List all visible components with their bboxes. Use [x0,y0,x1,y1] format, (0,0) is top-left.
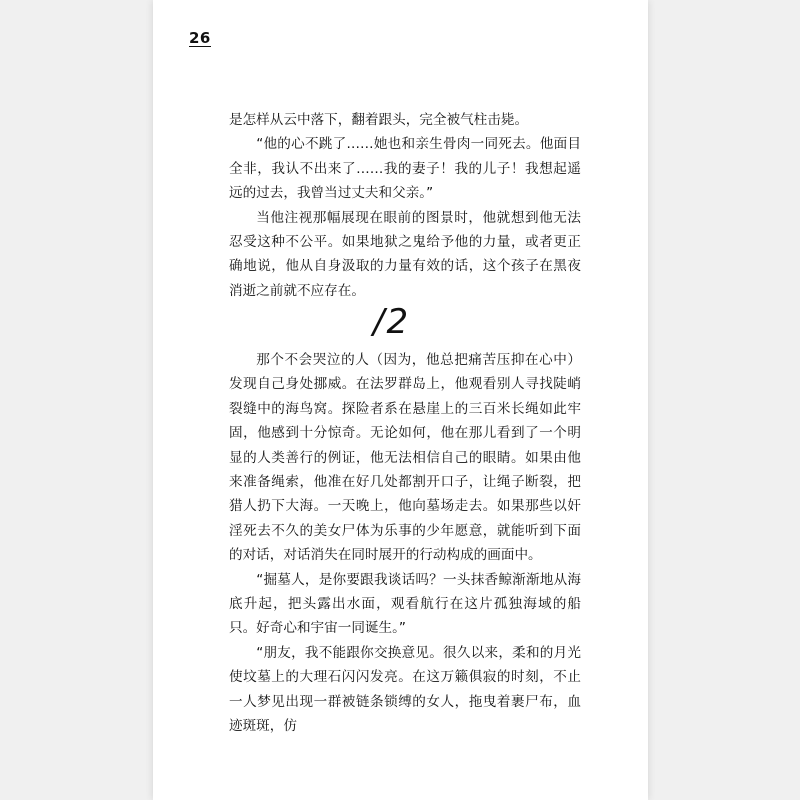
section-number: /2 [373,302,411,342]
paragraph: 是怎样从云中落下，翻着跟头，完全被气柱击毙。 [229,112,529,128]
text-block-bottom [229,348,581,739]
paragraph: “他的心不跳了……她也和亲生骨肉一同死去。他面目全非，我认不出来了……我的妻子！我的儿子！我想起遥远的过去，我曾当过丈夫和父亲。” [229,136,581,202]
text-block-top [229,108,581,303]
book-page [153,0,648,800]
paragraph: 那个不会哭泣的人（因为，他总把痛苦压抑在心中）发现自己身处挪威。在法罗群岛上，他观看别人寻找陡峭裂缝中的海鸟窝。探险者系在悬崖上的三百米长绳如此牢固，他感到十分惊奇。无论如何，他在那儿看到了一个明显的人类善行的例证，他无法相信自己的眼睛。如果由他来准备绳索，他准在好几处都割开口子，让绳子断裂，把猎人扔下大海。一天晚上，他向墓场走去。如果那些以奸淫死去不久的美女尸体为乐事的少年愿意，就能听到下面的对话，对话消失在同时展开的行动构成的画面中。 [229,352,581,564]
paragraph: 当他注视那幅展现在眼前的图景时，他就想到他无法忍受这种不公平。如果地狱之鬼给予他的力量，或者更正确地说，他从自身汲取的力量有效的话，这个孩子在黑夜消逝之前就不应存在。 [229,209,581,299]
page-number: 26 [189,29,211,47]
paragraph: “朋友，我不能跟你交换意见。很久以来，柔和的月光使坟墓上的大理石闪闪发亮。在这万籁俱寂的时刻，不止一人梦见出现一群被链条锁缚的女人，拖曳着裹尸布，血迹斑斑，仿 [229,644,581,735]
paragraph: “掘墓人，是你要跟我谈话吗？一头抹香鲸渐渐地从海底升起，把头露出水面，观看航行在这片孤独海域的船只。好奇心和宇宙一同诞生。” [229,571,581,637]
